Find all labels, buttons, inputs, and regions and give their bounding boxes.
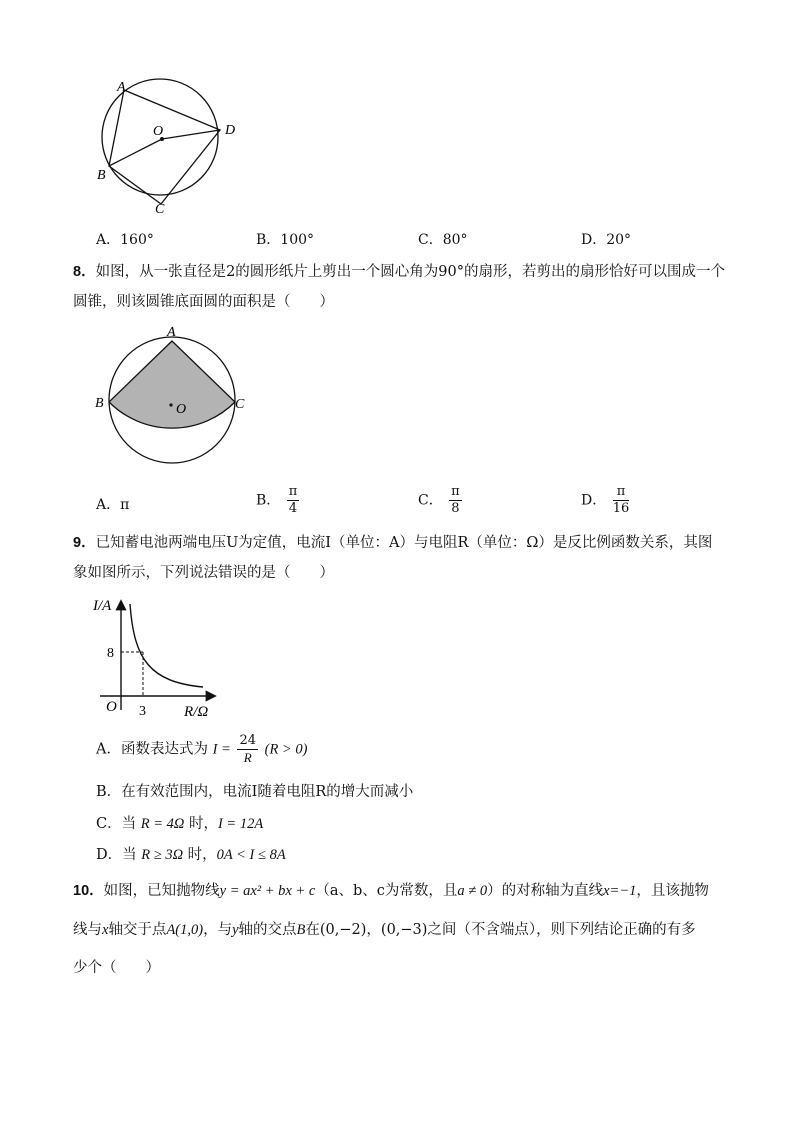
q9-graph: [90, 590, 225, 720]
q10-number: 10．: [73, 883, 104, 899]
q7-option-b: B．100°: [256, 232, 315, 248]
q8-number: 8．: [73, 264, 96, 280]
fig8-label-c: C: [235, 397, 245, 412]
q9-y-tick-8: 8: [107, 646, 114, 661]
q9-number: 9．: [73, 535, 96, 551]
fig7-label-o: O: [153, 124, 164, 139]
q10-line2: 线与x轴交于点A(1,0)，与y轴的交点B在(0,−2)，(0,−3)之间（不含端点），则下列结论正确的有多: [73, 922, 696, 938]
q9-x-tick-3: 3: [139, 704, 146, 719]
q8-line1: 8．如图，从一张直径是2的圆形纸片上剪出一个圆心角为90°的扇形，若剪出的扇形恰好可以围成一个: [73, 264, 726, 280]
fig7-label-d: D: [225, 123, 236, 138]
q9-line1: 9．已知蓄电池两端电压U为定值，电流I（单位：A）与电阻R（单位：Ω）是反比例函数关系，其图: [73, 535, 713, 551]
q9-option-d: D．当 R ≥ 3Ω 时，0A < I ≤ 8A: [96, 847, 286, 863]
q10-line3: 少个（ ）: [73, 960, 160, 976]
q8-line2: 圆锥，则该圆锥底面圆的面积是（ ）: [73, 294, 334, 310]
q8-option-b: B． $\frac{\pi}{4}$: [256, 484, 298, 516]
q9-option-c: C．当 R = 4Ω 时，I = 12A: [96, 816, 264, 832]
q7-option-c: C．80°: [418, 232, 468, 248]
fig8-label-a: A: [167, 325, 176, 340]
q7-circle-figure: [95, 75, 245, 220]
q8-option-a: A．π: [96, 497, 130, 513]
fig7-label-a: A: [117, 80, 126, 95]
fig8-label-o: O: [176, 402, 187, 417]
q8-b-fraction: $\frac{\pi}{4}$: [288, 484, 298, 516]
q9-y-axis-label: I/A: [93, 598, 112, 614]
q8-option-c: C． $\frac{\pi}{8}$: [418, 484, 460, 516]
q8-d-fraction: $\frac{\pi}{16}$: [612, 484, 630, 516]
q7-option-a: A．160°: [96, 232, 154, 248]
q8-sector-figure: [92, 322, 257, 470]
q9-origin-label: O: [106, 699, 117, 715]
q7-option-d: D．20°: [581, 232, 632, 248]
q9-option-b: B．在有效范围内，电流I随着电阻R的增大而减小: [96, 784, 414, 800]
fig7-label-b: B: [97, 168, 106, 183]
q9-a-fraction: $\frac{24}{R}$: [239, 733, 256, 765]
q8-c-fraction: $\frac{\pi}{8}$: [451, 484, 460, 516]
fig7-label-c: C: [155, 202, 165, 217]
fig8-label-b: B: [95, 396, 104, 411]
q9-x-axis-label: R/Ω: [184, 704, 209, 720]
q9-option-a: A．函数表达式为 I = $\frac{24}{R}$ (R > 0): [96, 733, 308, 765]
q8-option-d: D． $\frac{\pi}{16}$: [581, 484, 630, 516]
q9-line2: 象如图所示，下列说法错误的是（ ）: [73, 565, 334, 581]
q10-line1: 10．如图，已知抛物线y = ax² + bx + c（a、b、c为常数，且a ≠ 0）的对称轴为直线x=−1，且该抛物: [73, 883, 709, 899]
